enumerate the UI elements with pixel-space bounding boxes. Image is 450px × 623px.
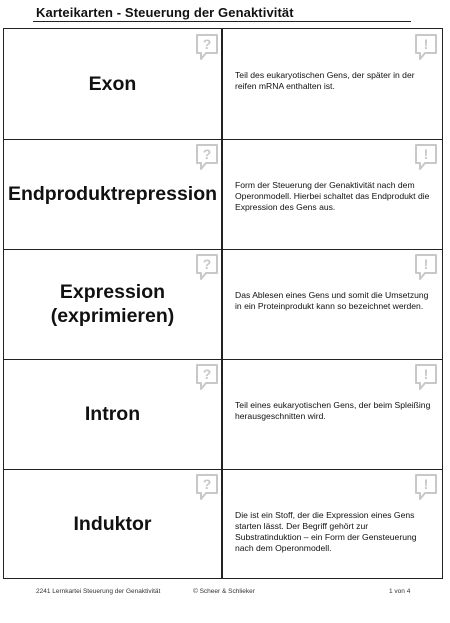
- question-bubble-icon: [194, 32, 220, 62]
- term-cell: [4, 359, 223, 469]
- card-definition: Form der Steuerung der Genaktivität nach dem Operonmodell. Hierbei schaltet das Endprodukt die Expression des Gens aus.: [235, 180, 430, 212]
- card-row: [4, 139, 442, 250]
- card-term: Expression (exprimieren): [50, 281, 175, 327]
- svg-text:?: ?: [202, 146, 212, 162]
- definition-cell: [223, 359, 442, 469]
- svg-text:!: !: [423, 256, 429, 272]
- flashcard-grid: [3, 28, 443, 579]
- svg-text:?: ?: [202, 36, 212, 52]
- definition-cell: [223, 29, 442, 139]
- svg-text:!: !: [423, 36, 429, 52]
- question-bubble-icon: [194, 362, 220, 392]
- definition-cell: [223, 469, 442, 579]
- card-definition: Teil des eukaryotischen Gens, der später in der reifen mRNA enthalten ist.: [235, 70, 415, 91]
- card-term: Intron: [84, 403, 141, 425]
- footer-document-name: 2241 Lernkartei Steuerung der Genaktivität: [36, 588, 161, 595]
- card-row: [4, 249, 442, 360]
- title-divider: [33, 21, 411, 22]
- card-definition: Das Ablesen eines Gens und somit die Umsetzung in ein Proteinprodukt kann so bezeichnet werden.: [235, 290, 429, 311]
- svg-text:?: ?: [202, 256, 212, 272]
- exclamation-bubble-icon: [413, 32, 439, 62]
- term-cell: [4, 139, 223, 249]
- card-term: Endproduktrepression: [7, 183, 218, 205]
- question-bubble-icon: [194, 252, 220, 282]
- card-definition: Die ist ein Stoff, der die Expression eines Gens starten lässt. Der Begriff gehört zur Substratinduktion – ein Form der Gensteuerung nach dem Operonmodell.: [235, 510, 417, 553]
- card-term: Induktor: [73, 513, 152, 535]
- term-cell: [4, 469, 223, 579]
- exclamation-bubble-icon: [413, 472, 439, 502]
- svg-text:!: !: [423, 366, 429, 382]
- footer-copyright: © Scheer & Schlieker: [193, 588, 255, 595]
- term-cell: [4, 29, 223, 139]
- svg-text:?: ?: [202, 366, 212, 382]
- footer-page-number: 1 von 4: [389, 588, 411, 595]
- svg-text:?: ?: [202, 476, 212, 492]
- svg-text:!: !: [423, 146, 429, 162]
- card-definition: Teil eines eukaryotischen Gens, der beim Spleißing herausgeschnitten wird.: [235, 400, 431, 421]
- term-cell: [4, 249, 223, 359]
- exclamation-bubble-icon: [413, 252, 439, 282]
- definition-cell: [223, 139, 442, 249]
- page-title: Karteikarten - Steuerung der Genaktivität: [36, 5, 294, 20]
- card-row: [4, 469, 442, 579]
- card-term: Exon: [88, 73, 137, 95]
- exclamation-bubble-icon: [413, 362, 439, 392]
- definition-cell: [223, 249, 442, 359]
- svg-text:!: !: [423, 476, 429, 492]
- question-bubble-icon: [194, 472, 220, 502]
- question-bubble-icon: [194, 142, 220, 172]
- exclamation-bubble-icon: [413, 142, 439, 172]
- card-row: [4, 359, 442, 470]
- card-row: [4, 29, 442, 140]
